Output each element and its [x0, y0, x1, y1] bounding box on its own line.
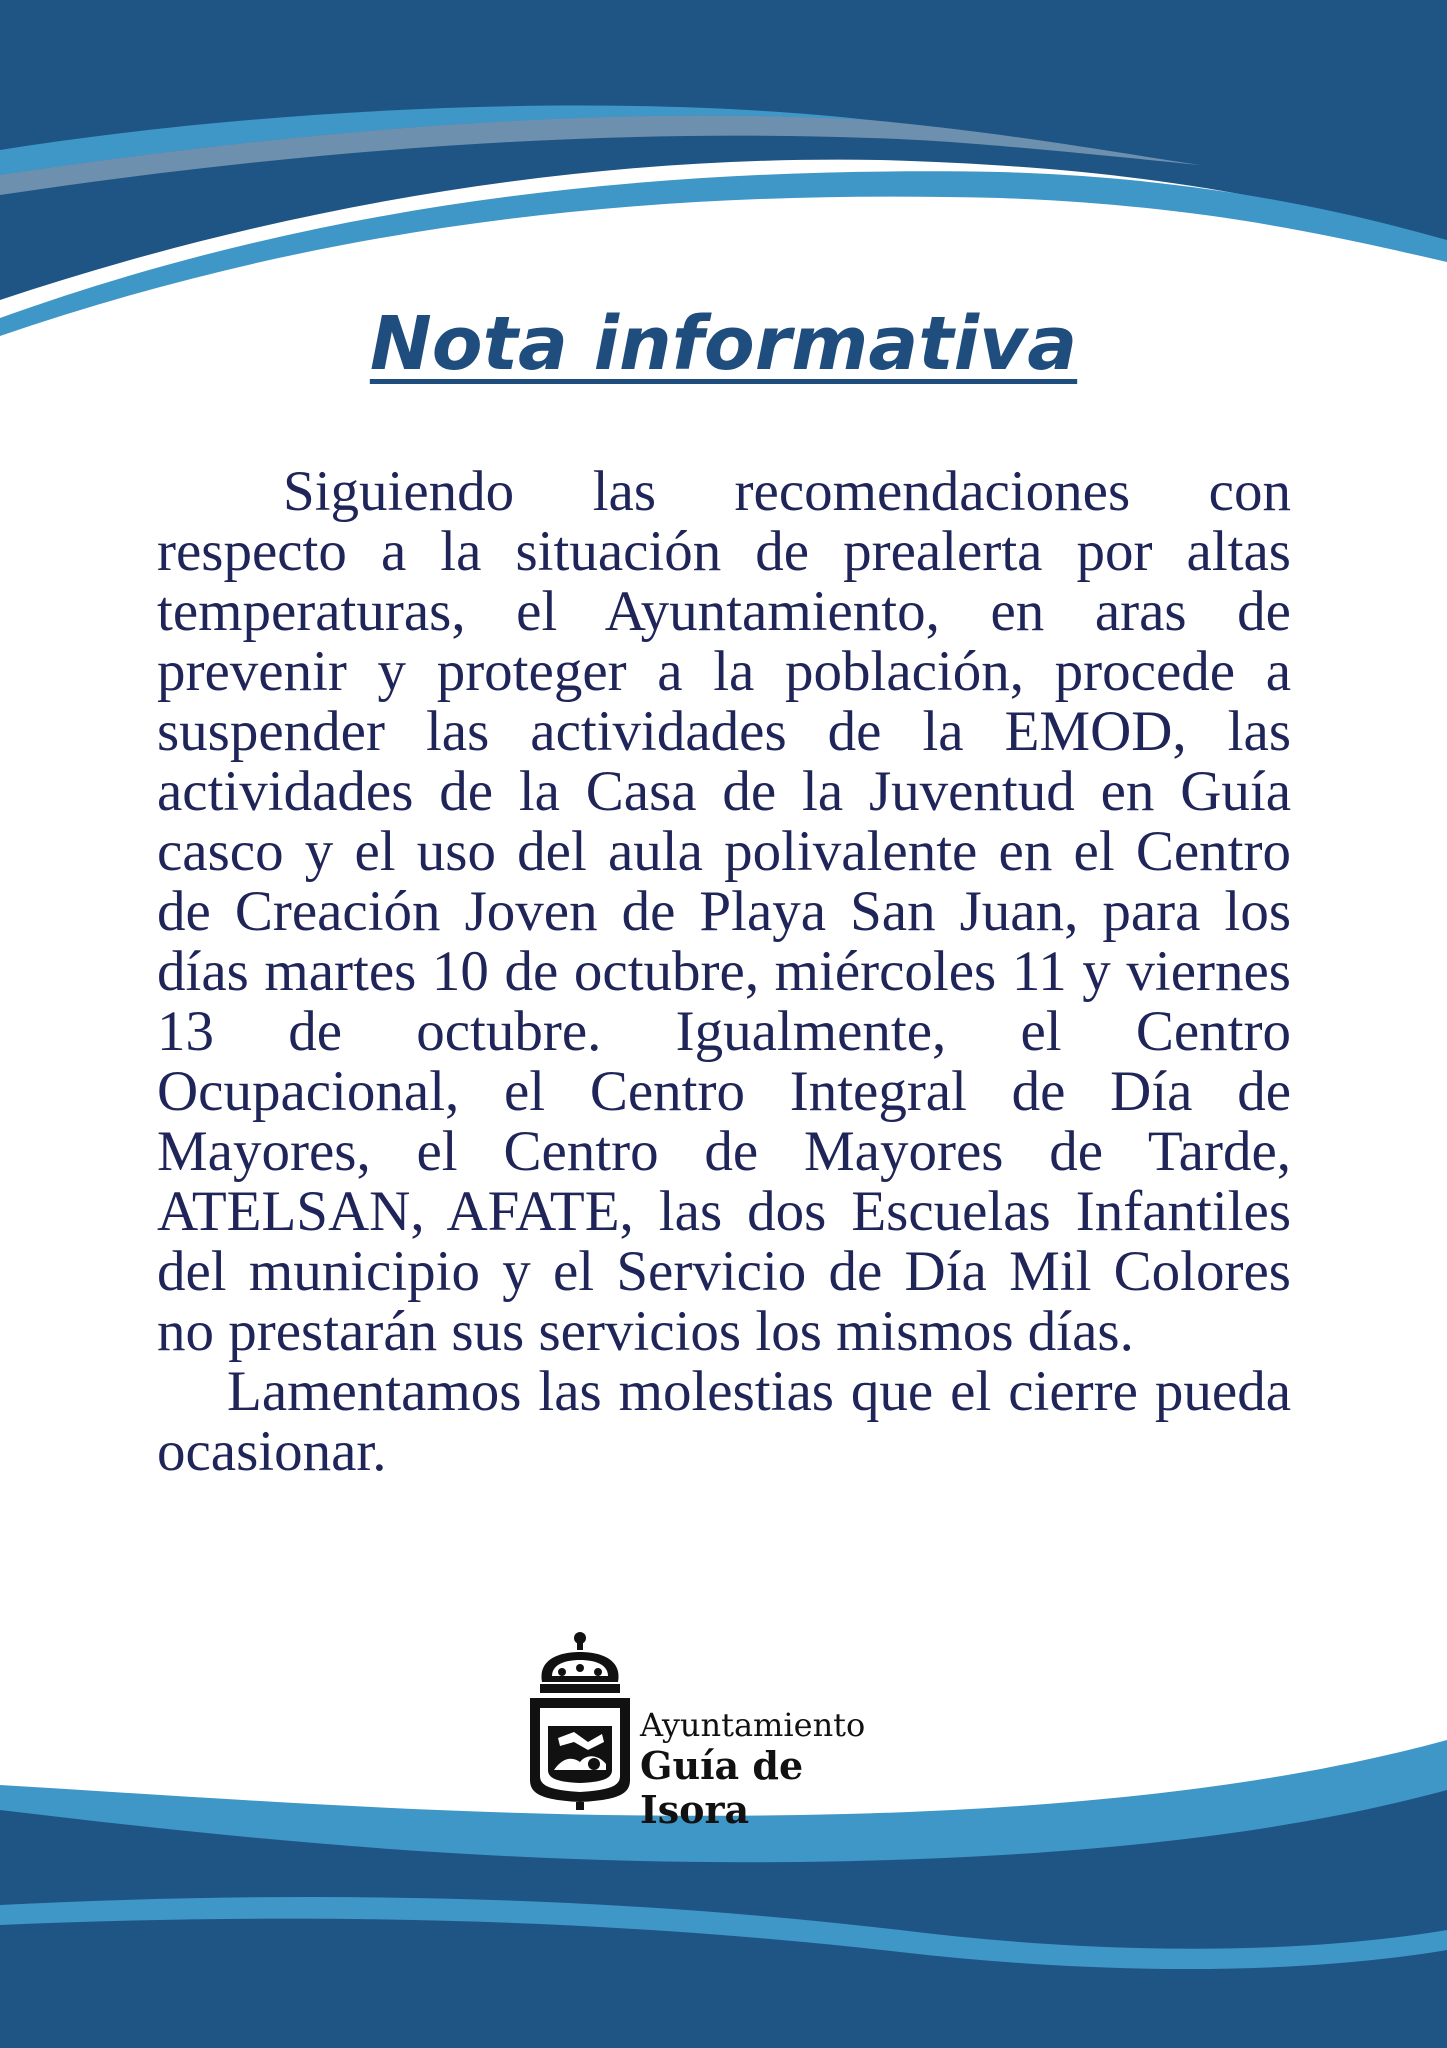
notice-body: [157, 462, 1291, 1482]
notice-paragraph: Siguiendo las recomendaciones con respecto a la situación de prealerta por altas temperaturas, el Ayuntamiento, en aras de prevenir y proteger a la población, procede a suspender las actividades de la EMOD, las actividades de la Casa de la Juventud en Guía casco y el uso del aula polivalente en el Centro de Creación Joven de Playa San Juan, para los días martes 10 de octubre, miércoles 11 y viernes 13 de octubre. Igualmente, el Centro Ocupacional, el Centro Integral de Día de Mayores, el Centro de Mayores de Tarde, ATELSAN, AFATE, las dos Escuelas Infantiles del municipio y el Servicio de Día Mil Colores no prestarán sus servicios los mismos días.: [157, 460, 1291, 1363]
closing-paragraph: Lamentamos las molestias que el cierre pueda ocasionar.: [157, 1360, 1291, 1483]
coat-of-arms-icon: [528, 1630, 632, 1810]
municipal-logo: [528, 1630, 908, 1832]
page-title: Nota informativa: [369, 301, 1078, 387]
logo-text: [640, 1706, 908, 1832]
logo-line-guia-de-isora: Guía de Isora: [640, 1743, 804, 1832]
logo-line-ayuntamiento: Ayuntamiento: [640, 1706, 866, 1744]
